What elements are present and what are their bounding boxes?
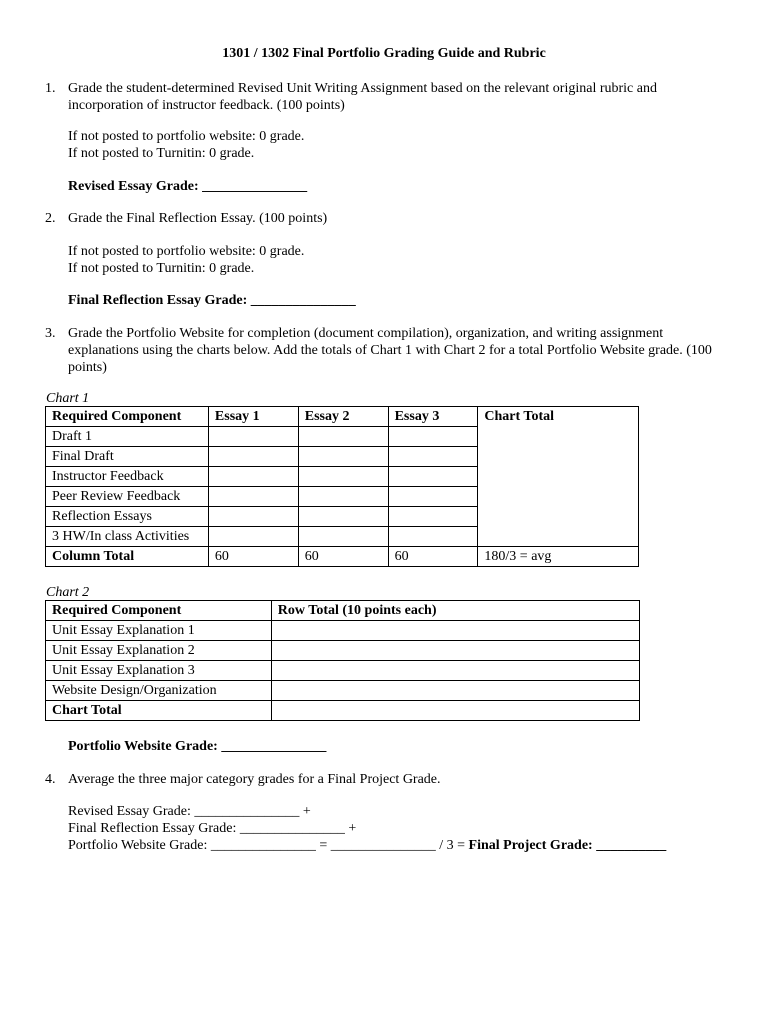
table-cell — [271, 681, 639, 701]
table-cell — [208, 467, 298, 487]
table-row — [46, 661, 640, 681]
item-text: Grade the Final Reflection Essay. (100 points) — [68, 211, 328, 226]
table-total-row — [46, 701, 640, 721]
table-cell — [298, 447, 388, 467]
item-number: 4. — [45, 772, 56, 787]
table-cell — [298, 427, 388, 447]
table-cell: Instructor Feedback — [46, 467, 209, 487]
table-cell — [208, 527, 298, 547]
table-cell — [388, 527, 478, 547]
table-row — [46, 621, 640, 641]
table-total-row — [46, 547, 639, 567]
page-title: 1301 / 1302 Final Portfolio Grading Guide and Rubric — [222, 46, 546, 61]
calc-line-portfolio — [68, 837, 666, 854]
calc-line-prefix: Portfolio Website Grade: _______________ = _______________ / 3 = — [68, 838, 469, 853]
table-header-cell: Essay 2 — [298, 407, 388, 427]
table-cell: Unit Essay Explanation 1 — [46, 621, 272, 641]
calc-line-reflection: Final Reflection Essay Grade: _______________ + — [68, 821, 357, 836]
table-header-cell: Essay 3 — [388, 407, 478, 427]
table-cell: 60 — [208, 547, 298, 567]
table-cell: 3 HW/In class Activities — [46, 527, 209, 547]
table-cell — [298, 527, 388, 547]
table-cell — [388, 487, 478, 507]
table-header-cell: Required Component — [46, 407, 209, 427]
table-header-cell: Chart Total — [478, 407, 639, 547]
table-cell: 60 — [298, 547, 388, 567]
chart-2-label: Chart 2 — [46, 585, 90, 600]
calc-line-revised: Revised Essay Grade: _______________ + — [68, 804, 311, 819]
table-cell — [271, 641, 639, 661]
item-text: Average the three major category grades for a Final Project Grade. — [68, 772, 441, 787]
item-number: 2. — [45, 211, 56, 226]
table-cell — [271, 701, 639, 721]
item-note: If not posted to portfolio website: 0 grade. — [68, 244, 305, 259]
table-cell — [208, 507, 298, 527]
item-text: Grade the student-determined Revised Unit Writing Assignment based on the relevant original rubric and incorporation of instructor feedback. (100 points) — [68, 81, 657, 113]
chart-1-label: Chart 1 — [46, 391, 90, 406]
item-note: If not posted to Turnitin: 0 grade. — [68, 146, 255, 161]
table-cell: Website Design/Organization — [46, 681, 272, 701]
table-header-row — [46, 407, 639, 427]
chart-2-table — [45, 600, 640, 721]
table-header-row — [46, 601, 640, 621]
table-cell — [388, 507, 478, 527]
table-cell — [271, 621, 639, 641]
table-cell: Unit Essay Explanation 3 — [46, 661, 272, 681]
table-cell: Unit Essay Explanation 2 — [46, 641, 272, 661]
table-cell: 180/3 = avg — [478, 547, 639, 567]
revised-essay-grade-line: Revised Essay Grade: _______________ — [68, 179, 308, 194]
table-cell — [208, 487, 298, 507]
table-cell: Column Total — [46, 547, 209, 567]
table-header-cell: Required Component — [46, 601, 272, 621]
portfolio-website-grade-line: Portfolio Website Grade: _______________ — [68, 739, 327, 754]
table-cell — [388, 447, 478, 467]
final-project-grade-label: Final Project Grade: __________ — [468, 838, 667, 853]
item-number: 3. — [45, 326, 56, 341]
table-header-cell: Row Total (10 points each) — [271, 601, 639, 621]
table-cell — [208, 427, 298, 447]
table-cell — [388, 427, 478, 447]
item-note: If not posted to portfolio website: 0 grade. — [68, 129, 305, 144]
table-row — [46, 681, 640, 701]
table-header-cell: Essay 1 — [208, 407, 298, 427]
table-cell: 60 — [388, 547, 478, 567]
table-cell — [298, 467, 388, 487]
table-cell — [298, 487, 388, 507]
final-reflection-grade-line: Final Reflection Essay Grade: _______________ — [68, 293, 356, 308]
table-cell — [388, 467, 478, 487]
item-number: 1. — [45, 81, 56, 96]
chart-1-table — [45, 406, 639, 567]
item-note: If not posted to Turnitin: 0 grade. — [68, 261, 255, 276]
table-cell: Peer Review Feedback — [46, 487, 209, 507]
table-cell: Draft 1 — [46, 427, 209, 447]
table-cell — [298, 507, 388, 527]
table-cell: Chart Total — [46, 701, 272, 721]
table-cell — [208, 447, 298, 467]
table-row — [46, 641, 640, 661]
item-text: Grade the Portfolio Website for completion (document compilation), organization, and writing assignment explanations using the charts below. Add the totals of Chart 1 with Chart 2 for a total Portfolio Website grade. (100 points) — [68, 326, 712, 375]
table-cell: Final Draft — [46, 447, 209, 467]
table-cell: Reflection Essays — [46, 507, 209, 527]
table-cell — [271, 661, 639, 681]
